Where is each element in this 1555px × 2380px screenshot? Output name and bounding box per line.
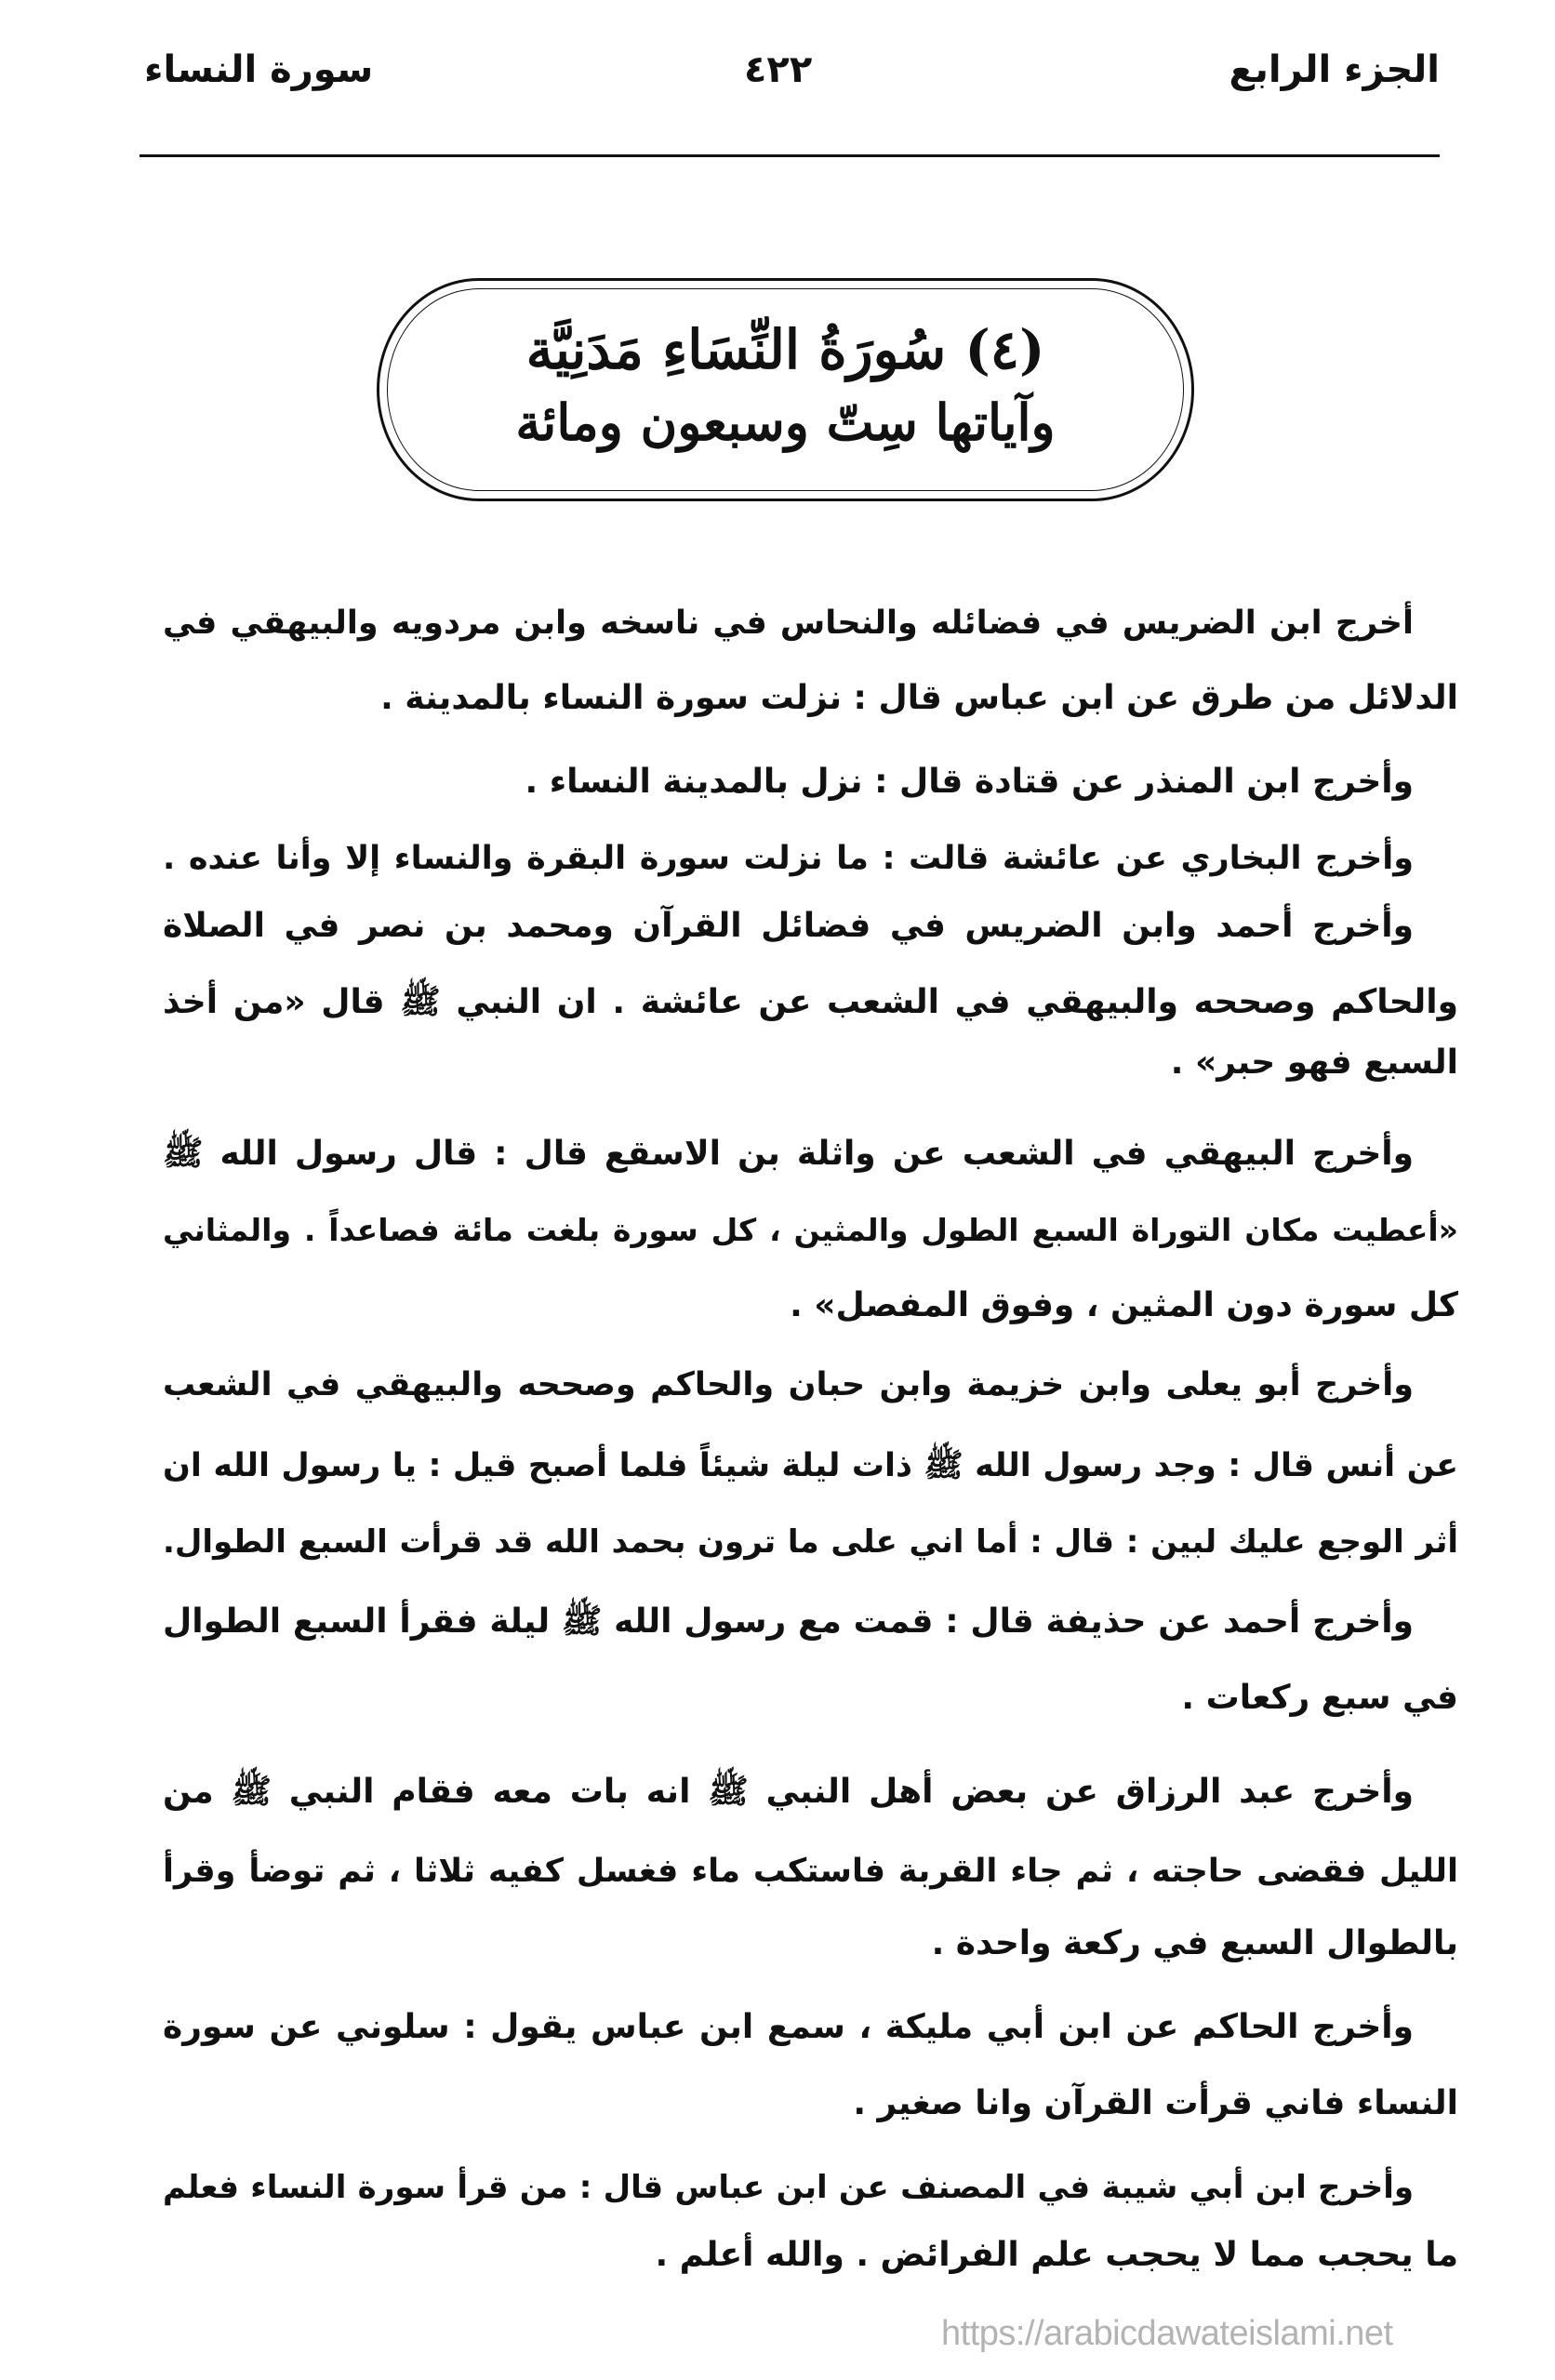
text-line: أثر الوجع عليك لبين : قال : أما اني على ما ترون بحمد الله قد قرأت السبع الطوال. [163,1523,1458,1561]
text-line: وأخرج البخاري عن عائشة قالت : ما نزلت سورة البقرة والنساء إلا وأنا عنده . [163,840,1414,877]
text-line: «أعطيت مكان التوراة السبع الطول والمثين ، كل سورة بلغت مائة فصاعداً . والمثاني [163,1212,1458,1248]
text-line: وأخرج ابن المنذر عن قتادة قال : نزل بالمدينة النساء . [525,763,1414,801]
text-line: في سبع ركعات . [1181,1679,1458,1717]
text-line: بالطوال السبع في ركعة واحدة . [931,1924,1458,1962]
text-line: وأخرج أبو يعلى وابن خزيمة وابن حبان والحاكم وصححه والبيهقي في الشعب [163,1366,1414,1403]
text-line: وأخرج ابن أبي شيبة في المصنف عن ابن عباس قال : من قرأ سورة النساء فعلم [163,2169,1414,2206]
text-line: والحاكم وصححه والبيهقي في الشعب عن عائشة . ان النبي ﷺ قال «من أخذ [163,983,1458,1021]
running-header-part: الجزء الرابع [1229,48,1440,91]
running-header-surah: سورة النساء [144,48,374,91]
text-line: كل سورة دون المثين ، وفوق المفصل» . [790,1286,1458,1324]
text-line: وأخرج البيهقي في الشعب عن واثلة بن الاسقع قال : قال رسول الله ﷺ [163,1135,1414,1173]
header-divider [140,154,1440,157]
text-line: وأخرج أحمد عن حذيفة قال : قمت مع رسول الله ﷺ ليلة فقرأ السبع الطوال [163,1602,1414,1641]
surah-title-cartouche [377,278,1194,501]
text-line: السبع فهو حبر» . [1170,1044,1458,1082]
text-line: الليل فقضى حاجته ، ثم جاء القربة فاستكب ماء فغسل كفيه ثلاثا ، ثم توضأ وقرأ [163,1853,1458,1890]
text-line: الدلائل من طرق عن ابن عباس قال : نزلت سورة النساء بالمدينة . [380,679,1458,717]
page-number: ٤٢٢ [744,48,813,91]
text-line: أخرج ابن الضريس في فضائله والنحاس في ناسخه وابن مردويه والبيهقي في [163,605,1414,642]
watermark-url: https://arabicdawateislami.net [941,2314,1393,2353]
text-line: ما يحجب مما لا يحجب علم الفرائض . والله أعلم . [655,2236,1458,2274]
verse-count: وآياتها سِتّ وسبعون ومائة [515,392,1056,452]
surah-title: (٤) سُورَةُ النِّسَاءِ مَدَنِيَّة [525,318,1045,381]
text-line: النساء فاني قرأت القرآن وانا صغير . [853,2084,1458,2122]
text-line: وأخرج الحاكم عن ابن أبي مليكة ، سمع ابن عباس يقول : سلوني عن سورة [163,2008,1414,2046]
text-line: وأخرج عبد الرزاق عن بعض أهل النبي ﷺ انه بات معه فقام النبي ﷺ من [163,1773,1414,1811]
text-line: عن أنس قال : وجد رسول الله ﷺ ذات ليلة شيئاً فلما أصبح قيل : يا رسول الله ان [163,1447,1458,1484]
text-line: وأخرج أحمد وابن الضريس في فضائل القرآن ومحمد بن نصر في الصلاة [163,907,1414,945]
